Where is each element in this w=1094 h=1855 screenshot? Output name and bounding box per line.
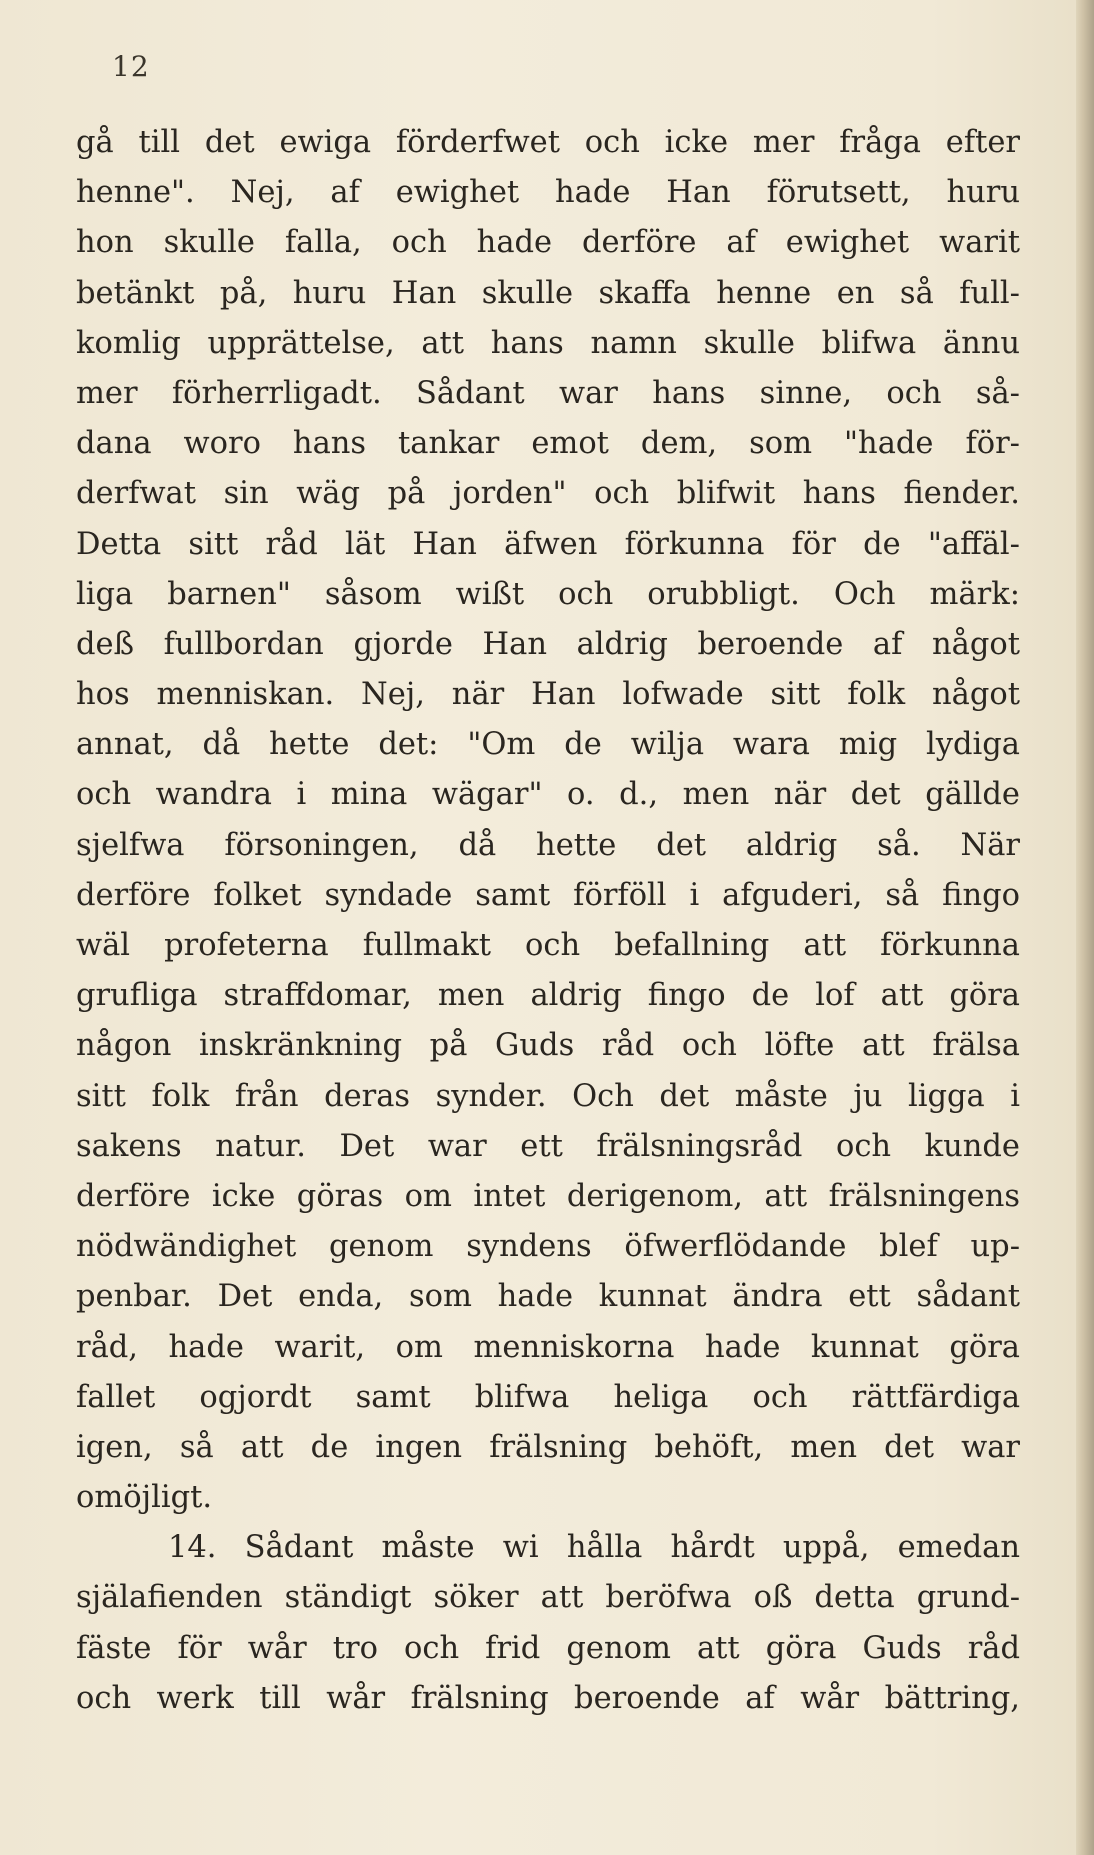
- text-line: penbar. Det enda, som hade kunnat ändra ett sådant: [76, 1279, 1020, 1315]
- text-line: nödwändighet genom syndens öfwerflödande blef up-: [76, 1229, 1020, 1265]
- text-line: sjelfwa försoningen, då hette det aldrig så. När: [76, 827, 1020, 863]
- paragraph-start-line: 14. Sådant måste wi hålla hårdt uppå, emedan: [168, 1530, 1020, 1566]
- text-line: henne". Nej, af ewighet hade Han förutsett, huru: [76, 175, 1020, 211]
- text-line: gå till det ewiga förderfwet och icke mer fråga efter: [76, 125, 1020, 160]
- text-line: derföre folket syndade samt förföll i afguderi, så fingo: [76, 877, 1020, 913]
- text-line: sitt folk från deras synder. Och det måste ju ligga i: [76, 1078, 1020, 1114]
- text-line: hos menniskan. Nej, när Han lofwade sitt folk något: [76, 677, 1020, 713]
- text-line: mer förherrligadt. Sådant war hans sinne, och så-: [76, 375, 1020, 411]
- text-line: omöjligt.: [76, 1480, 213, 1516]
- page-edge-shadow: [1076, 0, 1094, 1855]
- text-line: dana woro hans tankar emot dem, som "hade för-: [76, 426, 1020, 462]
- text-line: betänkt på, huru Han skulle skaffa henne en så full-: [76, 275, 1020, 311]
- text-line: fallet ogjordt samt blifwa heliga och rättfärdiga: [76, 1379, 1020, 1415]
- page-number: 12: [112, 50, 150, 83]
- text-line: liga barnen" såsom wißt och orubbligt. Och märk:: [76, 576, 1020, 612]
- text-line: råd, hade warit, om menniskorna hade kunnat göra: [76, 1329, 1020, 1365]
- text-line: deß fullbordan gjorde Han aldrig beroende af något: [76, 626, 1020, 662]
- text-line: derfwat sin wäg på jorden" och blifwit hans fiender.: [76, 476, 1020, 512]
- text-line: igen, så att de ingen frälsning behöft, men det war: [76, 1429, 1020, 1465]
- body-text: [76, 118, 1020, 1724]
- text-line: Detta sitt råd lät Han äfwen förkunna för de "affäl-: [76, 526, 1020, 562]
- text-line: derföre icke göras om intet derigenom, att frälsningens: [76, 1178, 1020, 1214]
- text-line: fäste för wår tro och frid genom att göra Guds råd: [76, 1630, 1020, 1666]
- text-line: wäl profeterna fullmakt och befallning att förkunna: [76, 928, 1020, 963]
- text-line: hon skulle falla, och hade derföre af ewighet warit: [76, 225, 1020, 261]
- text-line: och wandra i mina wägar" o. d., men när det gällde: [76, 777, 1020, 813]
- text-line: annat, då hette det: "Om de wilja wara mig lydiga: [76, 727, 1020, 763]
- text-line: någon inskränkning på Guds råd och löfte att frälsa: [76, 1028, 1020, 1064]
- text-line: komlig upprättelse, att hans namn skulle blifwa ännu: [76, 325, 1020, 361]
- text-line: sakens natur. Det war ett frälsningsråd och kunde: [76, 1128, 1020, 1164]
- text-line: grufliga straffdomar, men aldrig fingo de lof att göra: [76, 978, 1020, 1014]
- text-line: och werk till wår frälsning beroende af wår bättring,: [76, 1680, 1020, 1716]
- text-line: själafienden ständigt söker att beröfwa oß detta grund-: [76, 1580, 1020, 1616]
